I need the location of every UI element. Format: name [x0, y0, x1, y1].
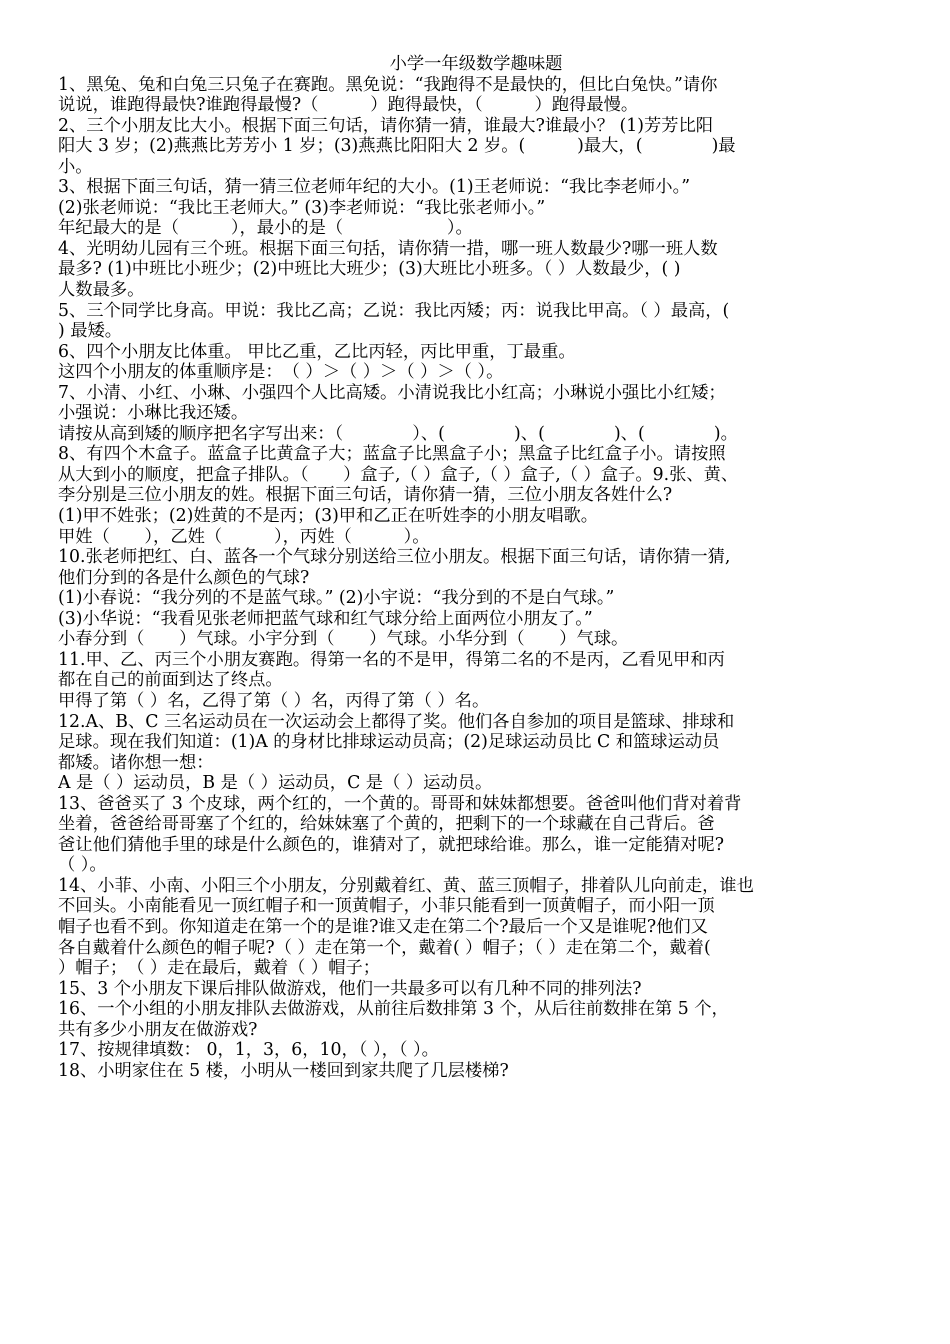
text-line: 小强说：小琳比我还矮。 [58, 403, 249, 424]
text-line: 小。 [58, 156, 93, 177]
text-line: (2)张老师说：“我比王老师大。” (3)李老师说：“我比张老师小。” [58, 197, 546, 218]
text-line: 甲得了第（ ）名，乙得了第（ ）名，丙得了第（ ）名。 [58, 690, 490, 711]
text-line: 最多? (1)中班比小班少；(2)中班比大班少；(3)大班比小班多。（ ）人数最少，( ) [58, 259, 681, 280]
page-title: 小学一年级数学趣味题 [389, 54, 563, 74]
text-line: 4、光明幼儿园有三个班。根据下面三句括，请你猜一措，哪一班人数最少?哪一班人数 [58, 238, 718, 259]
text-line: （ ）。 [58, 855, 107, 876]
text-line: 18、小明家住在 5 楼，小明从一楼回到家共爬了几层楼梯? [58, 1060, 509, 1081]
text-line: (1)甲不姓张；(2)姓黄的不是丙；(3)甲和乙正在听姓李的小朋友唱歌。 [58, 506, 599, 527]
text-line: 10.张老师把红、白、蓝各一个气球分别送给三位小朋友。根据下面三句话，请你猜一猜, [58, 547, 731, 568]
text-line: 阳大 3 岁；(2)燕燕比芳芳小 1 岁；(3)燕燕比阳阳大 2 岁。( )最大，( )最 [58, 136, 736, 157]
text-line: ) 最矮。 [58, 321, 123, 342]
text-line: 共有多少小朋友在做游戏? [58, 1019, 258, 1040]
text-line: (3)小华说：“我看见张老师把蓝气球和红气球分给上面两位小朋友了。” [58, 608, 593, 629]
text-line: 年纪最大的是（ ），最小的是（ ）。 [58, 218, 473, 239]
text-line: 他们分到的各是什么颜色的气球? [58, 567, 310, 588]
text-line: 各自戴着什么颜色的帽子呢?（ ）走在第一个，戴着( ）帽子；（ ）走在第二个，戴着( [58, 937, 711, 958]
text-line: 爸让他们猜他手里的球是什么颜色的，谁猜对了，就把球给谁。那么，谁一定能猜对呢? [58, 834, 724, 855]
text-line: 坐着，爸爸给哥哥塞了个红的，给妹妹塞了个黄的，把剩下的一个球藏在自己背后。爸 [58, 814, 715, 835]
text-line: 2、三个小朋友比大小。根据下面三句话，请你猜一猜，谁最大?谁最小？ (1)芳芳比阳 [58, 115, 714, 136]
text-line: 11.甲、乙、丙三个小朋友赛跑。得第一名的不是甲，得第二名的不是丙，乙看见甲和丙 [58, 649, 725, 670]
text-line: 7、小清、小红、小琳、小强四个人比高矮。小清说我比小红高；小琳说小强比小红矮； [58, 382, 726, 403]
text-line: 小春分到（ ）气球。小宇分到（ ）气球。小华分到（ ）气球。 [58, 629, 629, 650]
text-line: 李分别是三位小朋友的姓。根据下面三句话，请你猜一猜，三位小朋友各姓什么? [58, 485, 673, 506]
text-line: 6、四个小朋友比体重。 甲比乙重，乙比丙轻，丙比甲重，丁最重。 [58, 341, 576, 362]
text-line: A 是（ ）运动员，B 是（ ）运动员，C 是（ ）运动员。 [58, 773, 493, 794]
text-line: 16、一个小组的小朋友排队去做游戏，从前往后数排第 3 个，从后往前数排在第 5 个， [58, 999, 729, 1020]
text-line: 15、3 个小朋友下课后排队做游戏，他们一共最多可以有几种不同的排列法? [58, 978, 642, 999]
text-line: 14、小菲、小南、小阳三个小朋友，分别戴着红、黄、蓝三顶帽子，排着队儿向前走，谁也 [58, 875, 754, 896]
text-line: 甲姓（ ），乙姓（ ），丙姓（ ）。 [58, 526, 430, 547]
text-line: 12.A、B、C 三名运动员在一次运动会上都得了奖。他们各自参加的项目是篮球、排球和 [58, 711, 735, 732]
text-line: 帽子也看不到。你知道走在第一个的是谁?谁又走在第二个?最后一个又是谁呢?他们又 [58, 916, 708, 937]
text-line: 13、爸爸买了 3 个皮球，两个红的，一个黄的。哥哥和妹妹都想要。爸爸叫他们背对着背 [58, 793, 742, 814]
text-line: 8、有四个木盒子。蓝盒子比黄盒子大；蓝盒子比黑盒子小；黑盒子比红盒子小。请按照 [58, 444, 726, 465]
text-line: 3、根据下面三句话，猜一猜三位老师年纪的大小。(1)王老师说：“我比李老师小。” [58, 177, 691, 198]
worksheet-page [58, 54, 894, 1081]
text-line: ）帽子； （ ）走在最后，戴着（ ）帽子； [58, 958, 381, 979]
text-line: 从大到小的顺度，把盒子排队。（ ）盒子,（ ）盒子,（ ）盒子,（ ）盒子。9.张、黄、 [58, 464, 739, 485]
text-line: 1、黑兔、兔和白兔三只兔子在赛跑。黑免说：“我跑得不是最快的，但比白兔快。”请你 [58, 74, 718, 95]
worksheet-body [58, 75, 894, 1082]
text-line: (1)小春说：“我分列的不是蓝气球。” (2)小宇说：“我分到的不是白气球。” [58, 588, 615, 609]
text-line: 5、三个同学比身高。甲说：我比乙高；乙说：我比丙矮；丙：说我比甲高。（ ）最高，( [58, 300, 730, 321]
text-line: 都矮。诸你想一想： [58, 752, 214, 773]
text-line: 人数最多。 [58, 280, 145, 301]
text-line: 足球。现在我们知道：(1)A 的身材比排球运动员高；(2)足球运动员比 C 和篮球运动员 [58, 732, 720, 753]
text-line: 请按从高到矮的顺序把名字写出来：（ ）、( )、( )、( )。 [58, 423, 738, 444]
text-line: 17、按规律填数： 0，1，3，6，10，（ ），（ ）。 [58, 1040, 439, 1061]
text-line: 这四个小朋友的体重顺序是： （ ）＞（ ）＞（ ）＞（ ）。 [58, 362, 504, 383]
text-line: 说说，谁跑得最快?谁跑得最慢?（ ）跑得最快，（ ）跑得最慢。 [58, 95, 639, 116]
text-line: 都在自己的前面到达了终点。 [58, 670, 283, 691]
text-line: 不回头。小南能看见一顶红帽子和一顶黄帽子，小菲只能看到一顶黄帽子，而小阳一顶 [58, 896, 715, 917]
